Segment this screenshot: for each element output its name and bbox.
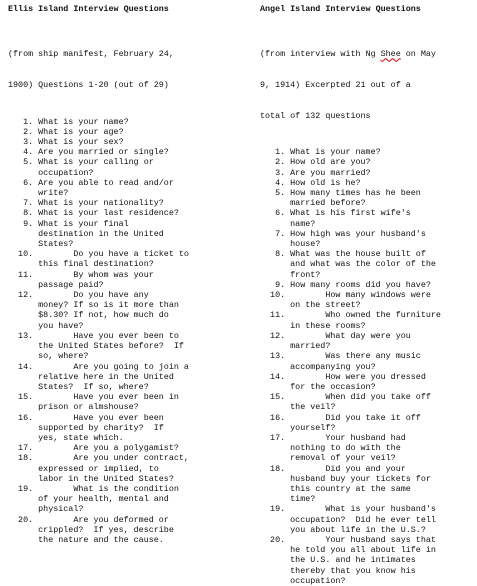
angel-source-line: 9, 1914) Excerpted 21 out of a bbox=[260, 80, 411, 91]
question-line: married? bbox=[260, 341, 331, 352]
question-line: 8. What is your last residence? bbox=[8, 208, 179, 219]
ellis-question-8 bbox=[8, 208, 230, 218]
ellis-source bbox=[8, 29, 230, 111]
angel-question-10 bbox=[260, 290, 472, 310]
question-line: 9. What is your final bbox=[8, 218, 129, 229]
question-line: husband buy your tickets for bbox=[260, 473, 431, 484]
ellis-source-line: 1900) Questions 1-20 (out of 29) bbox=[8, 80, 169, 91]
question-line: States? bbox=[8, 239, 74, 250]
question-line: and what was the color of the bbox=[260, 259, 436, 270]
ellis-question-3 bbox=[8, 137, 230, 147]
question-line: 5. How many times has he been bbox=[260, 188, 421, 199]
question-line: on the street? bbox=[260, 300, 361, 311]
question-line: accompanying you? bbox=[260, 361, 376, 372]
ellis-question-5 bbox=[8, 157, 230, 177]
question-line: 14. How were you dressed bbox=[260, 371, 426, 382]
angel-source-suffix: on May bbox=[400, 49, 436, 60]
question-line: 10. How many windows were bbox=[260, 290, 431, 301]
angel-question-20 bbox=[260, 535, 472, 586]
angel-title: Angel Island Interview Questions bbox=[260, 4, 421, 14]
question-line: physical? bbox=[8, 504, 84, 515]
angel-question-1 bbox=[260, 147, 472, 157]
question-line: name? bbox=[260, 218, 316, 229]
angel-question-3 bbox=[260, 168, 472, 178]
question-line: crippled? If yes, describe bbox=[8, 524, 174, 535]
ellis-question-15 bbox=[8, 392, 230, 412]
angel-question-16 bbox=[260, 413, 472, 433]
angel-source-line bbox=[260, 49, 472, 59]
question-line: States? If so, where? bbox=[8, 381, 149, 392]
question-line: you about life in the U.S.? bbox=[260, 524, 426, 535]
ellis-question-7 bbox=[8, 198, 230, 208]
ellis-question-20 bbox=[8, 515, 230, 546]
question-line: supported by charity? If bbox=[8, 422, 164, 433]
ellis-question-14 bbox=[8, 362, 230, 393]
question-line: 18. Are you under contract, bbox=[8, 453, 189, 464]
question-line: 13. Have you ever been to bbox=[8, 330, 179, 341]
question-line: expressed or implied, to bbox=[8, 463, 159, 474]
question-line: destination in the United bbox=[8, 228, 164, 239]
question-line: the United States before? If bbox=[8, 341, 184, 352]
angel-question-list bbox=[260, 147, 472, 586]
question-line: 5. What is your calling or bbox=[8, 157, 154, 168]
question-line: 15. When did you take off bbox=[260, 392, 431, 403]
question-line: 7. What is your nationality? bbox=[8, 198, 164, 209]
ellis-question-4 bbox=[8, 147, 230, 157]
question-line: so, where? bbox=[8, 351, 89, 362]
ellis-question-9 bbox=[8, 219, 230, 250]
angel-source bbox=[260, 29, 472, 141]
angel-question-11 bbox=[260, 310, 472, 330]
angel-question-19 bbox=[260, 504, 472, 535]
question-line: occupation? bbox=[260, 575, 346, 586]
question-line: yes, state which. bbox=[8, 432, 124, 443]
question-line: 19. What is your husband's bbox=[260, 504, 436, 515]
angel-question-2 bbox=[260, 157, 472, 167]
question-line: 2. What is your age? bbox=[8, 126, 124, 137]
question-line: 13. Was there any music bbox=[260, 351, 421, 362]
ellis-question-16 bbox=[8, 413, 230, 444]
question-line: removal of your veil? bbox=[260, 453, 396, 464]
question-line: 16. Have you ever been bbox=[8, 412, 164, 423]
angel-question-13 bbox=[260, 351, 472, 371]
question-line: this final destination? bbox=[8, 259, 154, 270]
question-line: 4. Are you married or single? bbox=[8, 147, 169, 158]
angel-question-15 bbox=[260, 392, 472, 412]
question-line: 14. Are you going to join a bbox=[8, 361, 189, 372]
angel-question-9 bbox=[260, 280, 472, 290]
question-line: 8. What was the house built of bbox=[260, 249, 426, 260]
question-line: occupation? bbox=[8, 167, 94, 178]
question-line: 19. What is the condition bbox=[8, 483, 179, 494]
question-line: 12. Do you have any bbox=[8, 290, 149, 301]
angel-question-12 bbox=[260, 331, 472, 351]
angel-question-5 bbox=[260, 188, 472, 208]
question-line: he told you all about life in bbox=[260, 545, 436, 556]
question-line: 6. Are you able to read and/or bbox=[8, 177, 174, 188]
question-line: 10. Do you have a ticket to bbox=[8, 249, 189, 260]
ellis-question-list bbox=[8, 117, 230, 546]
angel-question-4 bbox=[260, 178, 472, 188]
question-line: in these rooms? bbox=[260, 320, 366, 331]
question-line: $8.30? If not, how much do bbox=[8, 310, 169, 321]
ellis-island-column bbox=[8, 4, 230, 545]
question-line: passage paid? bbox=[8, 279, 104, 290]
ellis-question-6 bbox=[8, 178, 230, 198]
ellis-question-11 bbox=[8, 270, 230, 290]
question-line: 1. What is your name? bbox=[8, 116, 129, 127]
ellis-question-12 bbox=[8, 290, 230, 331]
question-line: prison or almshouse? bbox=[8, 402, 139, 413]
question-line: the nature and the cause. bbox=[8, 534, 164, 545]
interviewee-name: Shee bbox=[380, 49, 401, 60]
question-line: 16. Did you take it off bbox=[260, 412, 421, 423]
ellis-source-line: (from ship manifest, February 24, bbox=[8, 49, 174, 60]
ellis-question-1 bbox=[8, 117, 230, 127]
question-line: 20. Are you deformed or bbox=[8, 514, 169, 525]
angel-source-line: total of 132 questions bbox=[260, 110, 371, 121]
angel-question-18 bbox=[260, 464, 472, 505]
question-line: 3. What is your sex? bbox=[8, 137, 124, 148]
angel-source-prefix: (from interview with Ng bbox=[260, 49, 381, 60]
question-line: 7. How high was your husband's bbox=[260, 228, 426, 239]
question-line: yourself? bbox=[260, 422, 336, 433]
question-line: 18. Did you and your bbox=[260, 463, 406, 474]
question-line: you have? bbox=[8, 320, 84, 331]
angel-question-14 bbox=[260, 372, 472, 392]
question-line: of your health, mental and bbox=[8, 494, 169, 505]
question-line: 4. How old is he? bbox=[260, 177, 361, 188]
ellis-question-18 bbox=[8, 453, 230, 484]
angel-question-8 bbox=[260, 249, 472, 280]
ellis-question-10 bbox=[8, 249, 230, 269]
question-line: occupation? Did he ever tell bbox=[260, 514, 436, 525]
question-line: 11. Who owned the furniture bbox=[260, 310, 441, 321]
question-line: 20. Your husband says that bbox=[260, 534, 436, 545]
question-line: write? bbox=[8, 188, 69, 199]
question-line: 15. Have you ever been in bbox=[8, 392, 179, 403]
question-line: money? If so is it more than bbox=[8, 300, 179, 311]
question-line: for the occasion? bbox=[260, 381, 376, 392]
question-line: 3. Are you married? bbox=[260, 167, 371, 178]
question-line: thereby that you know his bbox=[260, 565, 416, 576]
question-line: the U.S. and he intimates bbox=[260, 555, 416, 566]
question-line: nothing to do with the bbox=[260, 443, 401, 454]
question-line: 17. Your husband had bbox=[260, 432, 406, 443]
question-line: labor in the United States? bbox=[8, 473, 174, 484]
question-line: married before? bbox=[260, 198, 366, 209]
question-line: relative here in the United bbox=[8, 371, 174, 382]
angel-island-column bbox=[260, 4, 472, 586]
question-line: this country at the same bbox=[260, 483, 411, 494]
question-line: 17. Are you a polygamist? bbox=[8, 443, 179, 454]
question-line: time? bbox=[260, 494, 316, 505]
ellis-title: Ellis Island Interview Questions bbox=[8, 4, 169, 14]
angel-question-6 bbox=[260, 208, 472, 228]
question-line: 12. What day were you bbox=[260, 330, 411, 341]
question-line: 6. What is his first wife's bbox=[260, 208, 411, 219]
question-line: front? bbox=[260, 269, 321, 280]
ellis-question-19 bbox=[8, 484, 230, 515]
ellis-question-17 bbox=[8, 443, 230, 453]
question-line: the veil? bbox=[260, 402, 336, 413]
question-line: 11. By whom was your bbox=[8, 269, 154, 280]
question-line: 2. How old are you? bbox=[260, 157, 371, 168]
question-line: 1. What is your name? bbox=[260, 147, 381, 158]
angel-question-17 bbox=[260, 433, 472, 464]
question-line: house? bbox=[260, 239, 321, 250]
question-line: 9. How many rooms did you have? bbox=[260, 279, 431, 290]
angel-question-7 bbox=[260, 229, 472, 249]
ellis-question-13 bbox=[8, 331, 230, 362]
ellis-question-2 bbox=[8, 127, 230, 137]
